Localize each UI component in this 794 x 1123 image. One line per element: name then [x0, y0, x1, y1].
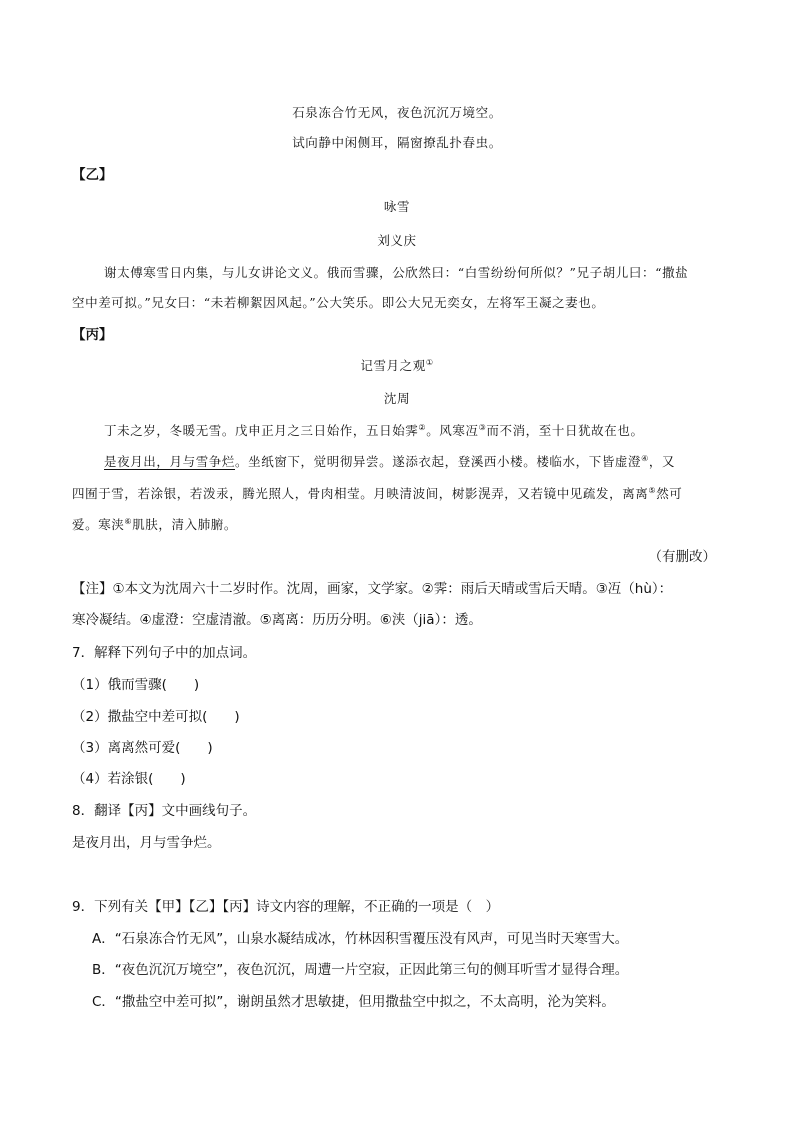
question-8: 8．翻译【丙】文中画线句子。	[72, 803, 257, 819]
bing-text-segment: 肌肤，清入肺腑。	[132, 517, 237, 532]
question-8-sentence: 是夜月出，月与雪争烂。	[72, 835, 221, 851]
footnote-marker-4: ④	[641, 453, 649, 463]
yi-paragraph-line-2: 空中差可拟。”兄女曰：“未若柳絮因风起。”公大笑乐。即公大兄无奕女，左将军王凝之妻也。	[72, 295, 605, 310]
footnote-marker-2: ②	[418, 422, 427, 432]
bing-paragraph-line-1	[104, 422, 644, 440]
question-9-option-a: A．“石泉冻合竹无风”，山泉水凝结成冰，竹林因积雪覆压没有风声，可见当时天寒雪大。	[92, 931, 629, 947]
question-9: 9．下列有关【甲】【乙】【丙】诗文内容的理解，不正确的一项是（ ）	[72, 899, 500, 915]
yi-paragraph-line-1: 谢太傅寒雪日内集，与儿女讲论文义。俄而雪骤，公欣然曰：“白雪纷纷何所似？”兄子胡儿曰：“撒盐	[104, 265, 689, 280]
annotation-line-2: 寒冷凝结。④虚澄：空虚清澈。⑤离离：历历分明。⑥浃（jiā）：透。	[72, 612, 482, 628]
bing-text-segment: 丁未之岁，冬暖无雪。戊申正月之三日始作，五日始霁	[104, 423, 419, 438]
bing-paragraph-line-4	[72, 516, 237, 534]
footnote-marker-1: ①	[425, 357, 434, 367]
question-7-item-2: （2）撒盐空中差可拟( )	[72, 709, 240, 725]
underlined-sentence: 是夜月出，月与雪争烂	[104, 454, 236, 469]
bing-paragraph-line-3	[72, 485, 682, 503]
bing-text-segment: 然可	[656, 486, 683, 501]
yi-title: 咏雪	[383, 199, 411, 214]
bing-text-segment: 。坐纸窗下，觉明彻异尝。遂添衣起，登溪西小楼。楼临水，下皆虚澄	[235, 454, 642, 469]
footnote-marker-6: ⑥	[124, 516, 133, 526]
bing-text-segment: ，又	[648, 454, 676, 469]
question-7-item-1: （1）俄而雪骤( )	[72, 677, 200, 693]
section-marker-yi: 【乙】	[72, 167, 113, 183]
question-7-item-3: （3）离离然可爱( )	[72, 740, 213, 756]
footnote-marker-3: ③	[478, 422, 487, 432]
yi-author: 刘义庆	[377, 233, 417, 248]
footnote-marker-5: ⑤	[648, 485, 657, 495]
section-marker-bing: 【丙】	[72, 327, 113, 343]
bing-text-segment: 四囿于雪，若涂银，若泼汞，腾光照人，骨肉相莹。月映清波间，树影滉弄，又若镜中见疏发，离离	[72, 486, 649, 501]
bing-title	[0, 357, 794, 375]
bing-paragraph-line-2	[104, 453, 675, 471]
bing-text-segment: 而不消，至十日犹故在也。	[486, 423, 644, 438]
question-7: 7．解释下列句子中的加点词。	[72, 645, 257, 661]
source-note: （有删改）	[648, 549, 716, 565]
annotation-line-1: 【注】①本文为沈周六十二岁时作。沈周，画家，文学家。②霁：雨后天晴或雪后天晴。③冱（hù）：	[72, 581, 673, 597]
bing-text-segment: 。风寒冱	[426, 423, 479, 438]
question-9-option-c: C．“撒盐空中差可拟”，谢朗虽然才思敏捷，但用撒盐空中拟之，不太高明，沦为笑料。	[92, 994, 615, 1010]
bing-text-segment: 爱。寒浃	[72, 517, 125, 532]
bing-author: 沈周	[383, 391, 411, 406]
question-9-option-b: B．“夜色沉沉万境空”，夜色沉沉，周遭一片空寂，正因此第三句的侧耳听雪才显得合理。	[92, 962, 629, 978]
bing-title-text: 记雪月之观	[360, 358, 426, 373]
poem-line-1: 石泉冻合竹无风，夜色沉沉万境空。	[292, 105, 502, 120]
poem-line-2: 试向静中闲侧耳，隔窗撩乱扑春虫。	[292, 135, 502, 150]
question-7-item-4: （4）若涂银( )	[72, 771, 186, 787]
